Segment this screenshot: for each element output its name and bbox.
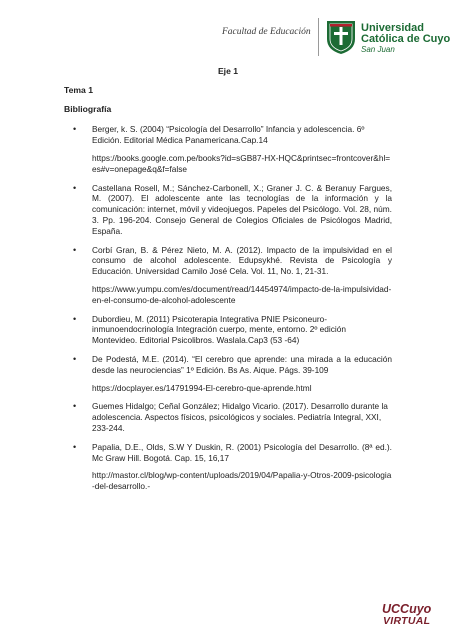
topic-heading: Tema 1 [64,84,93,95]
reference-link[interactable]: https://books.google.com.pe/books?id=sGB87-HX-HQC&printsec=frontcover&hl=es#v=onepage&q&f=false [92,152,391,174]
list-item [64,245,392,306]
reference-text: • Castellana Rosell, M.; Sánchez-Carbonell, X.; Graner J. C. & Beranuy Fargues, M. (2007). El adolescente ante las tecnologías de la información y la comunicación: internet, móvil y videojuegos. Papeles del Psicólogo. Vol. 28, núm. 3. Pp. 196-204. Consejo General de Colegios Oficiales de Psicólogos Madrid, España. [92,182,392,236]
list-item [64,354,392,393]
logo-line-2: VIRTUAL [382,615,431,627]
reference-link[interactable]: https://docplayer.es/14791994-El-cerebro-que-aprende.html [92,382,312,393]
reference-text: • Berger, k. S. (2004) “Psicología del Desarrollo” Infancia y adolescencia. 6º Edición. Editorial Médica Panamericana.Cap.14 [92,124,365,146]
document-body [64,66,392,500]
reference-text: • Papalia, D.E., Olds, S.W Y Duskin, R. (2001) Psicología del Desarrollo. (8ª ed.). Mc Graw Hill. Bogotá. Cap. 15, 16,17 [92,441,392,463]
university-line-2: Católica de Cuyo [361,33,451,45]
bibliography-list [64,124,392,492]
uccuyo-virtual-logo [382,603,431,627]
list-item [64,401,392,433]
header-divider [318,18,319,56]
faculty-name: Facultad de Educación [222,27,311,37]
reference-link[interactable]: https://www.yumpu.com/es/document/read/14454974/impacto-de-la-impulsividad-en-el-consumo-de-alcohol-adolescente [92,283,392,305]
university-seal-icon [324,19,358,55]
reference-text: • Dubordieu, M. (2011) Psicoterapia Integrativa PNIE Psiconeuro-inmunoendocrinología Integración cuerpo, mente, entorno. 2º edición Montevideo. Editorial Psicolibros. Waslala.Cap3 (53 -64) [92,313,346,346]
list-item [64,183,392,237]
list-item [64,314,392,346]
reference-text: • De Podestá, M.E. (2014). “El cerebro que aprende: una mirada a la educación desde las neurociencias” 1º Edición. Bs As. Aique. Págs. 39-109 [92,353,392,375]
list-item [64,124,392,174]
document-header [0,0,453,60]
university-name [361,23,450,54]
university-line-3: San Juan [361,45,395,54]
university-line-1: Universidad [361,22,424,34]
logo-line-1: UCCuyo [382,602,432,616]
section-title: Eje 1 [217,66,239,76]
reference-text: • Corbí Gran, B. & Pérez Nieto, M. A. (2012). Impacto de la impulsividad en el consumo de alcohol adolescente. Edupsykhé. Revista de Psicología y Educación. Universidad Camilo José Cela. Vol. 11, No. 1, 21-31. [92,244,392,277]
list-item [64,442,392,492]
bibliography-heading: Bibliografía [64,103,112,114]
reference-text: • Guemes Hidalgo; Ceñal González; Hidalgo Vicario. (2017). Desarrollo durante la adolescencia. Aspectos físicos, psicológicos y sociales. Pediatría Integral, XXI, 233-244. [92,401,388,433]
reference-link[interactable]: http://mastor.cl/blog/wp-content/uploads/2019/04/Papalia-y-Otros-2009-psicologia-del-desarrollo.- [92,470,392,492]
